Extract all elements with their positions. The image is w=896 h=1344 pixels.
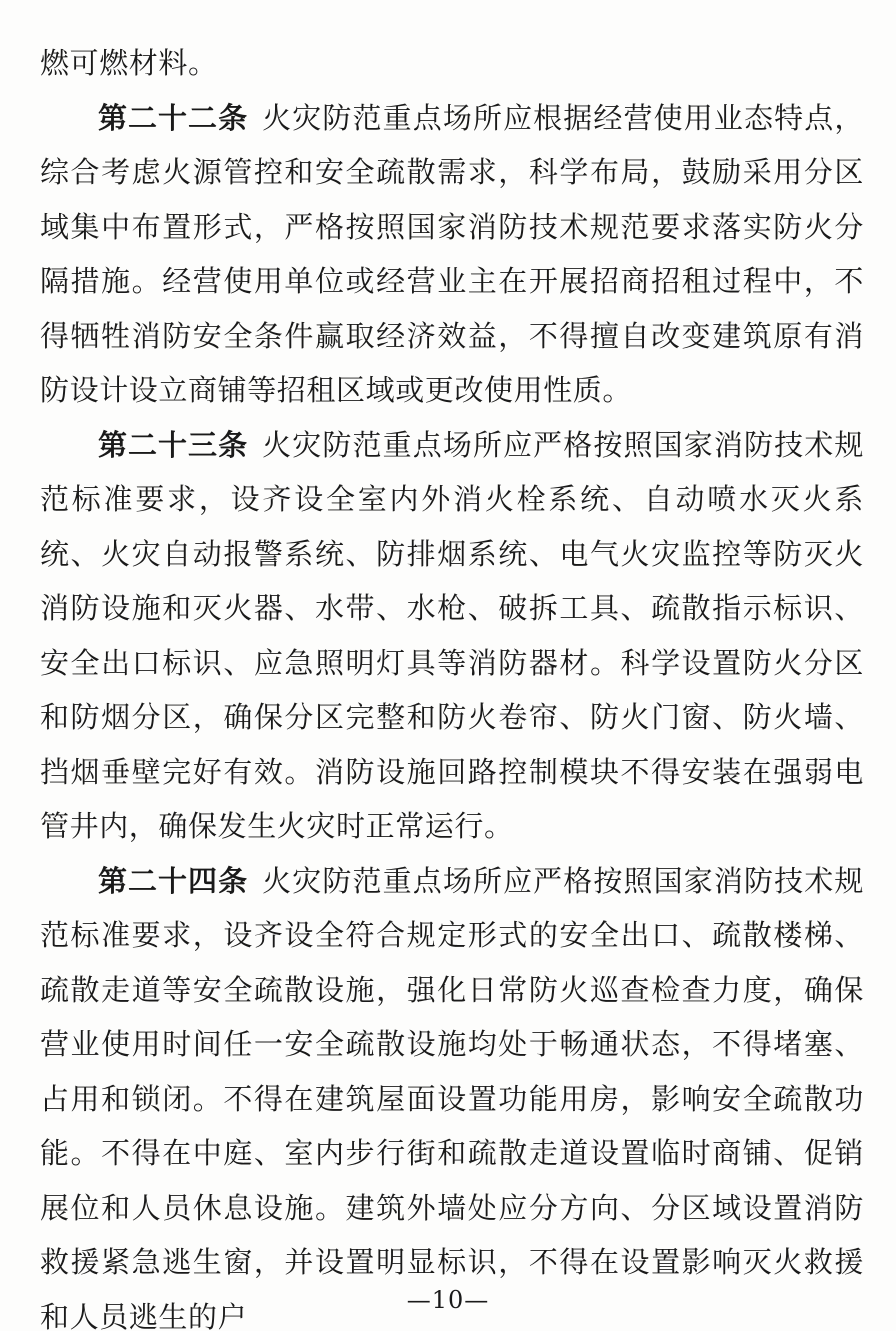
page-number: —10— — [0, 1286, 896, 1314]
article-23 — [40, 418, 864, 854]
paragraph-continuation — [40, 36, 864, 91]
paragraph-text: 火灾防范重点场所应根据经营使用业态特点，综合考虑火源管控和安全疏散需求，科学布局，鼓励采用分区域集中布置形式，严格按照国家消防技术规范要求落实防火分隔措施。经营使用单位或经营业主在开展招商招租过程中，不得牺牲消防安全条件赢取经济效益，不得擅自改变建筑原有消防设计设立商铺等招租区域或更改使用性质。 — [40, 101, 864, 408]
article-number: 第二十四条 — [98, 864, 248, 898]
paragraph-text: 火灾防范重点场所应严格按照国家消防技术规范标准要求，设齐设全符合规定形式的安全出口、疏散楼梯、疏散走道等安全疏散设施，强化日常防火巡查检查力度，确保营业使用时间任一安全疏散设施均处于畅通状态，不得堵塞、占用和锁闭。不得在建筑屋面设置功能用房，影响安全疏散功能。不得在中庭、室内步行街和疏散走道设置临时商铺、促销展位和人员休息设施。建筑外墙处应分方向、分区域设置消防救援紧急逃生窗，并设置明显标识，不得在设置影响灭火救援和人员逃生的户 — [40, 864, 864, 1334]
article-number: 第二十三条 — [98, 428, 248, 462]
paragraph-text: 火灾防范重点场所应严格按照国家消防技术规范标准要求，设齐设全室内外消火栓系统、自动喷水灭火系统、火灾自动报警系统、防排烟系统、电气火灾监控等防灭火消防设施和灭火器、水带、水枪、破拆工具、疏散指示标识、安全出口标识、应急照明灯具等消防器材。科学设置防火分区和防烟分区，确保分区完整和防火卷帘、防火门窗、防火墙、挡烟垂壁完好有效。消防设施回路控制模块不得安装在强弱电管井内，确保发生火灾时正常运行。 — [40, 428, 864, 844]
paragraph-text: 燃可燃材料。 — [40, 46, 218, 80]
article-number: 第二十二条 — [98, 101, 248, 135]
article-24 — [40, 854, 864, 1344]
article-22 — [40, 91, 864, 418]
document-body — [40, 36, 864, 1344]
